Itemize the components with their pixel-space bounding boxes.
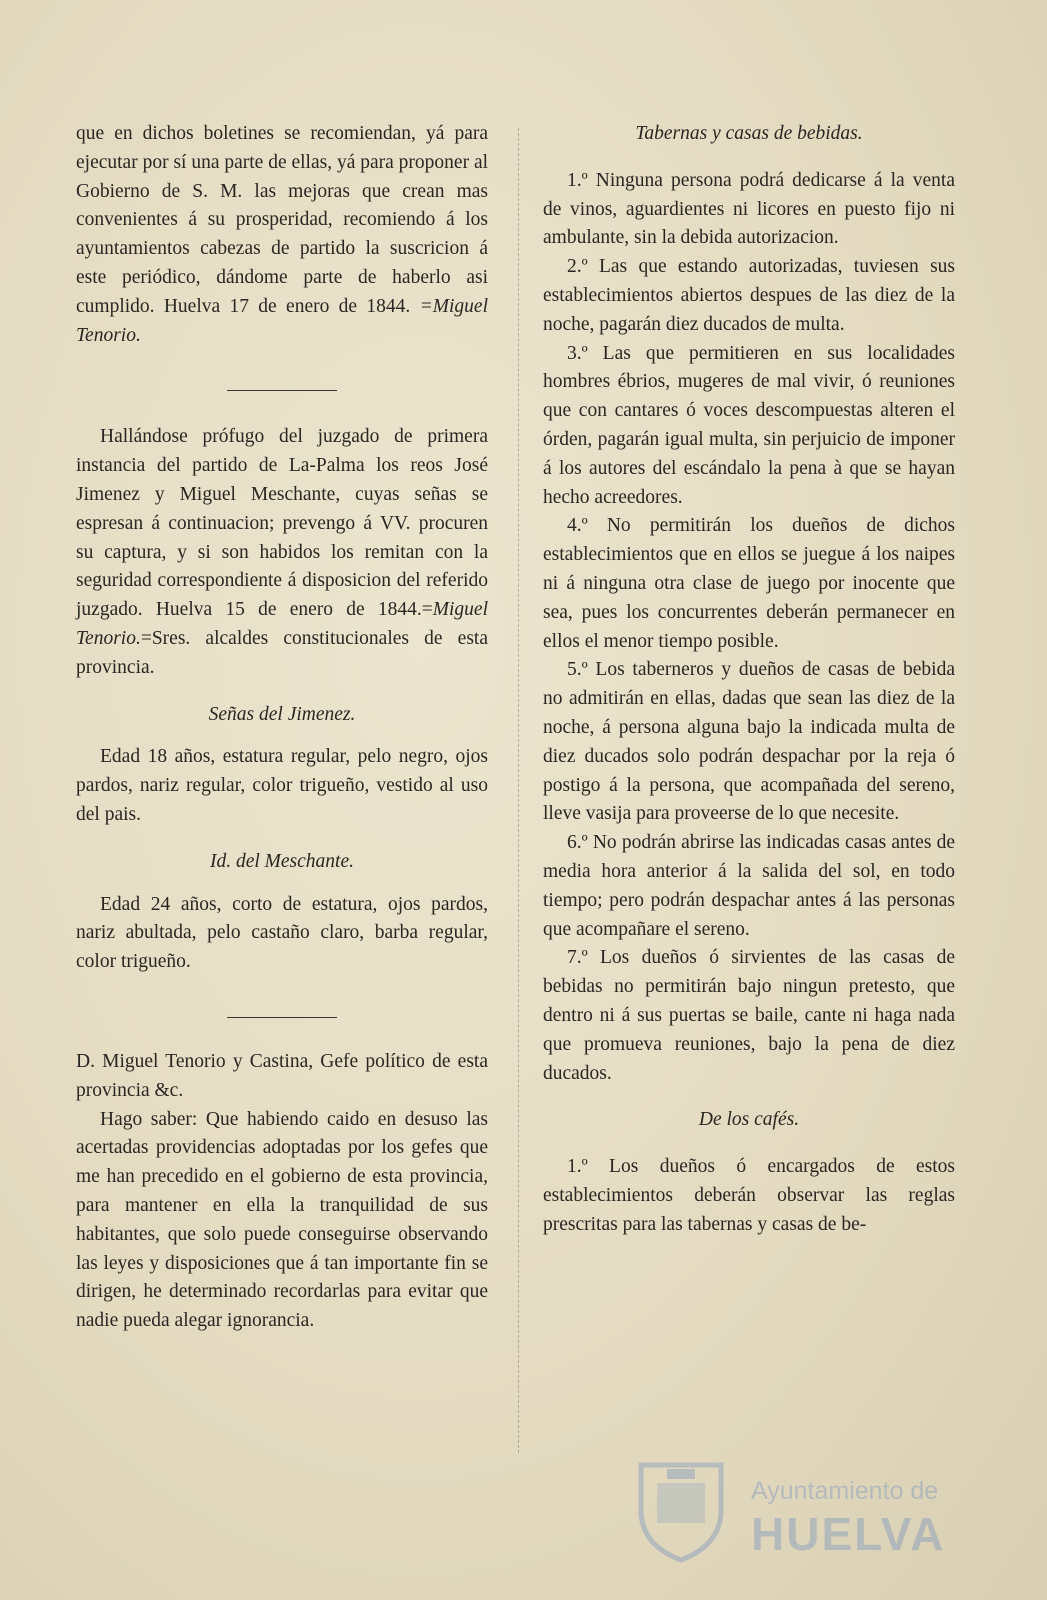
spacer [76, 877, 488, 891]
heading-senas-jimenez: Señas del Jimenez. [208, 703, 356, 725]
spacer [76, 350, 488, 390]
article-tabernas-3: 3.º Las que permitieren en sus localidades hombres ébrios, mugeres de mal vivir, ó reuniones que con cantares ó voces descompuestas alteren el órden, pagarán igual multa, sin perjuicio de imponer á los autores del escándalo la pena à que se hayan hecho acreedores. [543, 342, 955, 508]
spacer [543, 149, 955, 167]
paragraph-fugitivos [76, 423, 488, 682]
article-tabernas-6: 6.º No podrán abrirse las indicadas casas antes de media hora anterior á la salida del sol, en todo tiempo; pero podrán despachar antes á las personas que acompañare el sereno. [543, 832, 955, 940]
article-tabernas-1: 1.º Ninguna persona podrá dedicarse á la venta de vinos, aguardientes ni licores en puesto fijo ni ambulante, sin la debida autorizacion. [543, 169, 955, 249]
spacer [76, 1018, 488, 1048]
article-tabernas-4: 4.º No permitirán los dueños de dichos establecimientos que en ellos se juegue á los naipes ni á ninguna otra clase de juego por inocente que sea, pues los concurrentes deberán permanecer en ellos el menor tiempo posible. [543, 515, 955, 652]
signature-tenorio-1: =Miguel Tenorio. [76, 295, 488, 346]
right-column [543, 120, 955, 1239]
column-divider [518, 128, 520, 1453]
article-tabernas-5: 5.º Los taberneros y dueños de casas de bebida no admitirán en ellas, dadas que sean las diez de la noche, á persona alguna bajo la indicada multa de diez ducados solo podrán despachar por la reja ó postigo á la persona, que acompañada del sereno, lleve vasija para proveerse de lo que necesite. [543, 659, 955, 825]
article-cafes-1: 1.º Los dueños ó encargados de estos establecimientos deberán observar las reglas prescritas para las tabernas y casas de be- [543, 1156, 955, 1235]
spacer [543, 1135, 955, 1153]
spacer [76, 830, 488, 848]
spacer [76, 391, 488, 423]
paragraph-senas-meschante: Edad 24 años, corto de estatura, ojos pardos, nariz abultada, pelo castaño claro, barba regular, color trigueño. [76, 893, 488, 973]
watermark [621, 1455, 951, 1565]
article-tabernas-2: 2.º Las que estando autorizadas, tuviesen sus establecimientos abiertos despues de las diez de la noche, pagarán diez ducados de multa. [543, 256, 955, 335]
heading-tabernas: Tabernas y casas de bebidas. [635, 123, 863, 144]
paragraph-encabezado-gefe: D. Miguel Tenorio y Castina, Gefe político de esta provincia &c. [76, 1050, 488, 1101]
left-column [76, 120, 488, 1336]
spacer [76, 977, 488, 1017]
spacer [76, 683, 488, 701]
paragraph-hago-saber: Hago saber: Que habiendo caido en desuso las acertadas providencias adoptadas por los gefes que me han precedido en el gobierno de esta provincia, para mantener en ella la tranquilidad de sus habitantes, que solo puede conseguirse observando las leyes y disposiciones que á tan importante fin se dirigen, he determinado recordarlas para evitar que nadie pueda alegar ignorancia. [76, 1108, 488, 1332]
paragraph-senas-jimenez: Edad 18 años, estatura regular, pelo negro, ojos pardos, nariz regular, color trigueño, vestido al uso del pais. [76, 746, 488, 825]
watermark-line2: HUELVA [751, 1508, 946, 1560]
spacer [543, 1088, 955, 1106]
paragraph-boletines-text: que en dichos boletines se recomiendan, yá para ejecutar por sí una parte de ellas, yá para proponer al Gobierno de S. M. las mejoras que crean mas convenientes á su prosperidad, recomiendo á los ayuntamientos cabezas de partido la suscricion á este periódico, dándome parte de haberlo asi cumplido. Huelva 17 de enero de 1844. [76, 123, 489, 317]
signature-tenorio-2: Miguel Tenorio. [76, 599, 488, 649]
paragraph-fugitivos-tail: =Sres. alcaldes constitucionales de esta provincia. [76, 627, 488, 678]
heading-cafes: De los cafés. [698, 1109, 800, 1131]
paragraph-boletines [76, 120, 488, 350]
watermark-line1: Ayuntamiento de [751, 1477, 939, 1505]
coat-of-arms-icon [621, 1455, 741, 1565]
paragraph-fugitivos-text: Hallándose prófugo del juzgado de primera instancia del partido de La-Palma los reos José Jimenez y Miguel Meschante, cuyas señas se espresan á continuacion; prevengo á VV. procuren su captura, y si son habidos los remitan con la seguridad correspondiente á disposicion del referido juzgado. Huelva 15 de enero de 1844.= [76, 426, 488, 621]
heading-senas-meschante: Id. del Meschante. [209, 850, 355, 872]
article-tabernas-7: 7.º Los dueños ó sirvientes de las casas de bebidas no permitirán bajo ningun pretesto, que dentro ni á sus puertas se baile, cante ni haga nada que promueva reuniones, bajo la pena de diez ducados. [543, 947, 955, 1084]
spacer [76, 729, 488, 743]
